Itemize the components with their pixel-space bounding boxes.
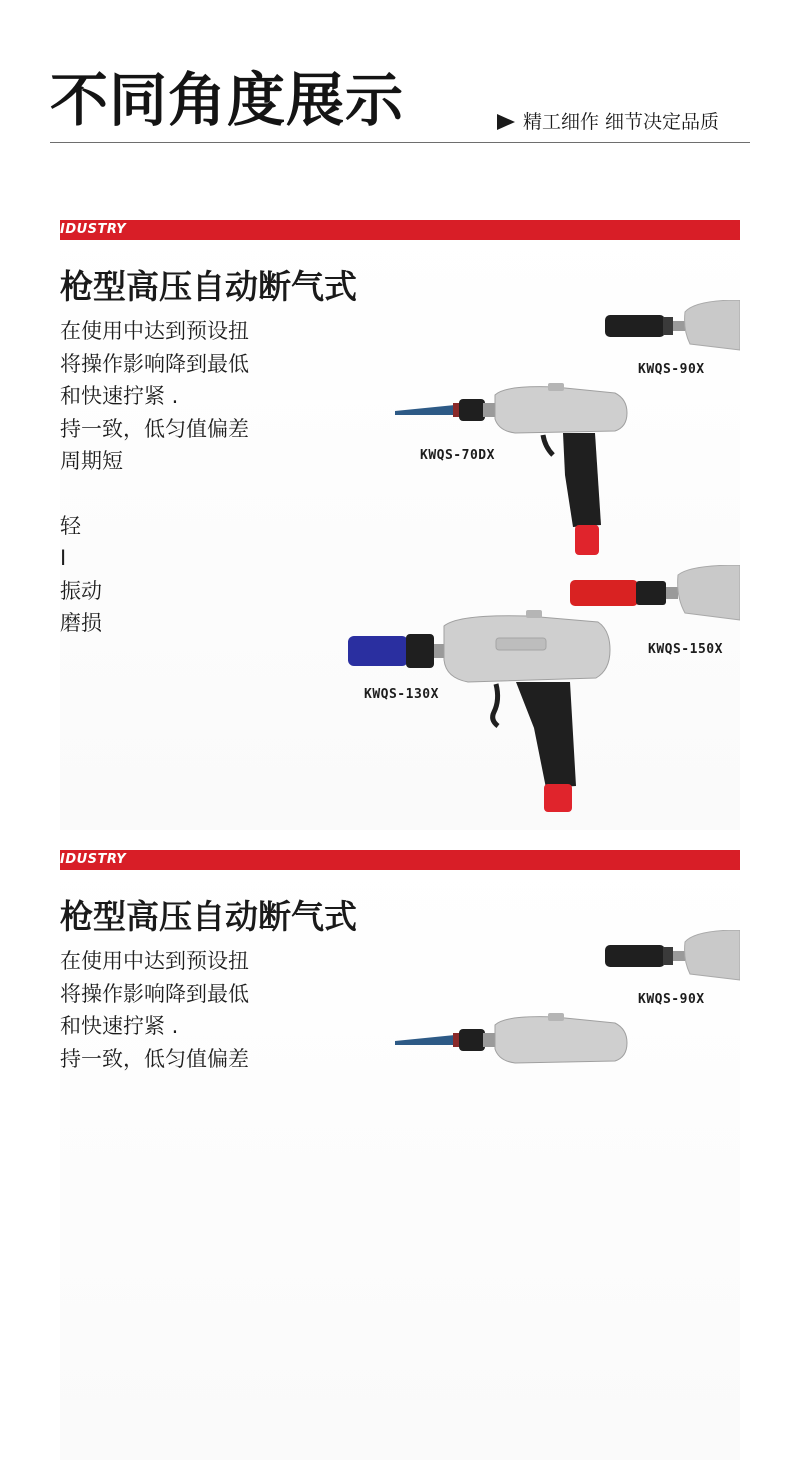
model-label: KWQS-90X (638, 992, 705, 1007)
feature-item: 在使用中达到预设扭 (60, 949, 249, 973)
feature-item: 将操作影响降到最低 (60, 351, 249, 376)
subtitle-text: 精工细作 细节决定品质 (523, 111, 720, 133)
pistol-screwdriver-kwqs-70dx (395, 375, 635, 565)
feature-item: 周期短 (60, 449, 123, 473)
feature-item: 将操作影响降到最低 (60, 981, 249, 1006)
feature-item: 持一致，低匀值偏差 (60, 416, 249, 441)
product-panel (60, 220, 740, 830)
model-label: KWQS-90X (638, 362, 705, 377)
product-panel (60, 850, 740, 1460)
feature-item: 在使用中达到预设扭 (60, 319, 249, 343)
subtitle (497, 109, 719, 135)
page-title: 不同角度展示 (50, 66, 405, 134)
screwdriver-tool-kwqs-90x (605, 930, 740, 985)
arrow-right-icon (497, 114, 515, 130)
screwdriver-tool-kwqs-90x (605, 300, 740, 355)
industry-banner (60, 850, 740, 870)
feature-item: 轻 (60, 513, 81, 538)
industry-banner-text: IDUSTRY (60, 852, 127, 867)
industry-banner (60, 220, 740, 240)
feature-item: 持一致，低匀值偏差 (60, 1046, 249, 1071)
model-label: KWQS-150X (648, 642, 723, 657)
industry-banner-text: IDUSTRY (60, 222, 127, 237)
feature-item: 振动 (60, 578, 102, 603)
feature-item: 和快速拧紧 . (60, 384, 179, 408)
title-divider (50, 142, 750, 143)
model-label: KWQS-130X (364, 687, 439, 702)
model-label: KWQS-70DX (420, 448, 495, 463)
feature-item: 磨损 (60, 611, 102, 635)
feature-item-spacer (60, 478, 249, 510)
pistol-screwdriver-kwqs-70dx-partial (395, 1005, 635, 1075)
pistol-screwdriver-kwqs-130x (348, 608, 618, 813)
product-heading: 枪型高压自动断气式 (60, 267, 357, 306)
feature-item: 和快速拧紧 . (60, 1014, 179, 1038)
feature-item: I (60, 546, 67, 570)
product-heading: 枪型高压自动断气式 (60, 897, 357, 936)
feature-list (60, 945, 249, 1075)
feature-list (60, 315, 249, 640)
